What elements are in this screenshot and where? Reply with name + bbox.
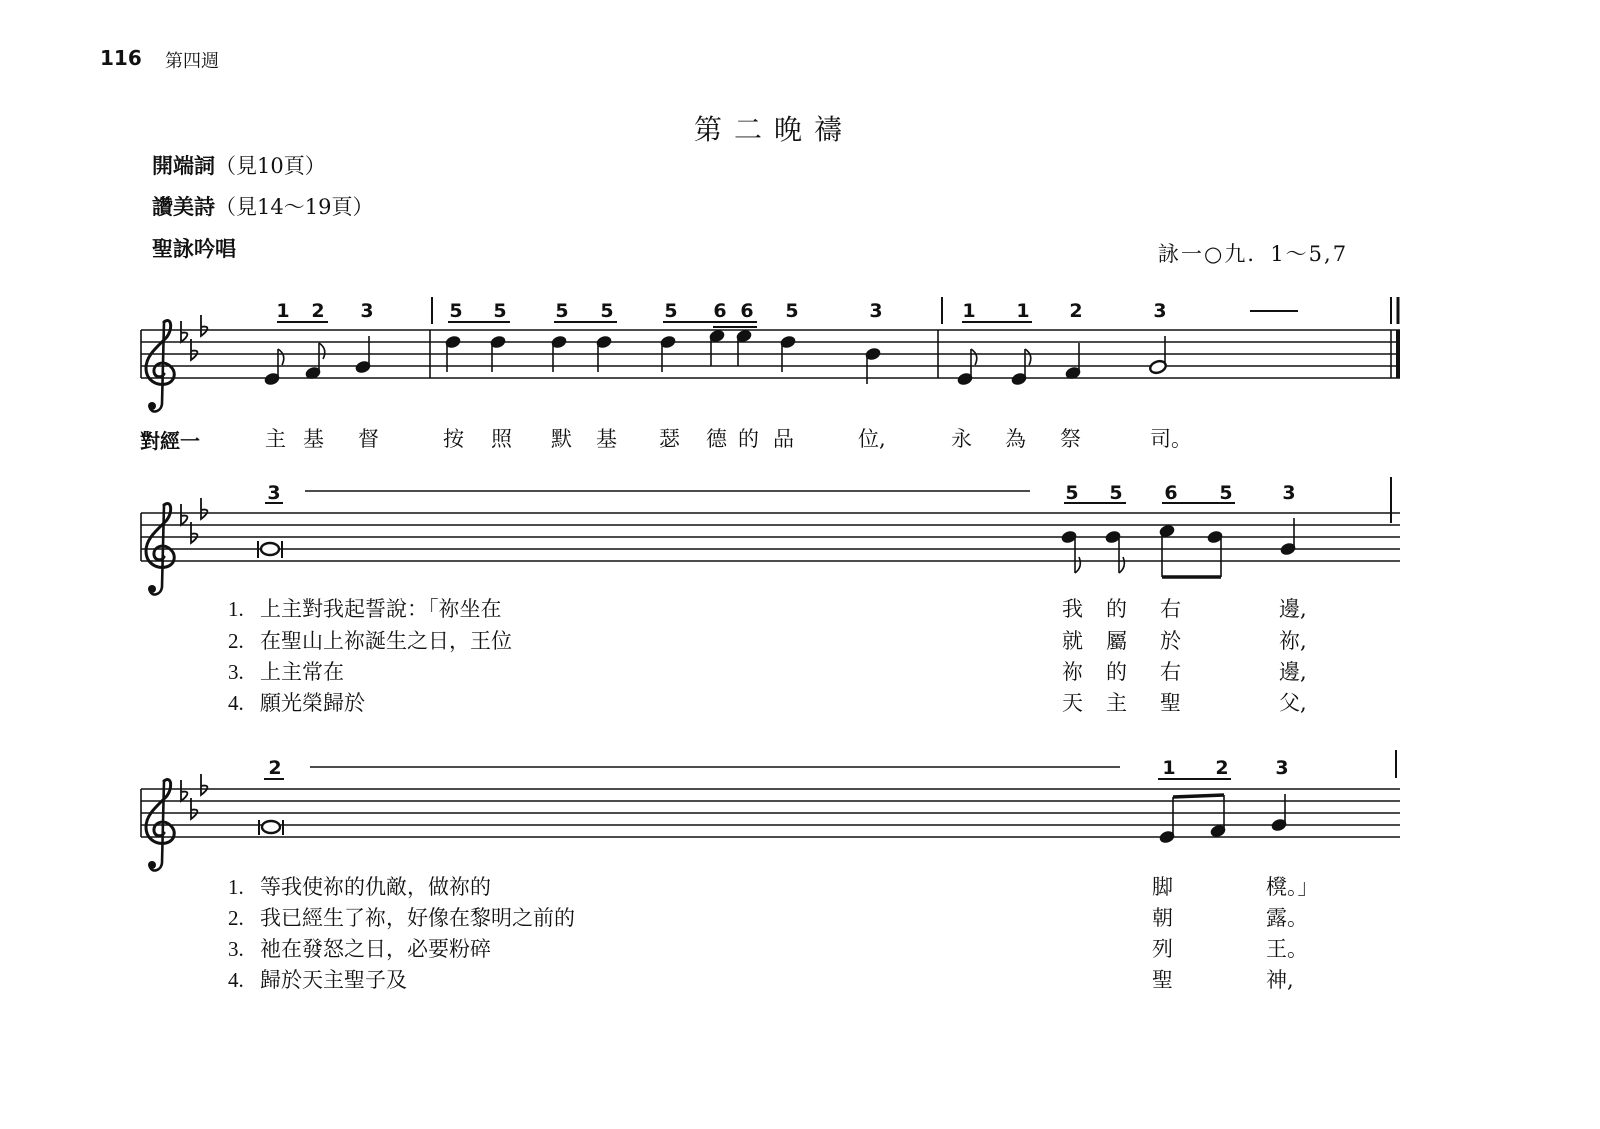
- antiphon-label: 對經一: [140, 429, 200, 453]
- verse-text: 歸於天主聖子及: [260, 968, 407, 992]
- lyric-syllable: 為: [1005, 427, 1026, 451]
- verse-end-syllable: 聖: [1160, 691, 1181, 715]
- lyric-syllable: 基: [303, 427, 324, 451]
- s3-num: 2: [268, 757, 282, 779]
- lyric-syllable: 永: [951, 427, 972, 451]
- verse-end-syllable: 朝: [1152, 906, 1173, 930]
- verse-number: 3.: [228, 937, 244, 961]
- lyric-syllable: 主: [265, 427, 286, 451]
- lyric-syllable: 督: [358, 427, 379, 451]
- s1-num: 3: [360, 300, 374, 322]
- verse-text: 祂在發怒之日，必要粉碎: [260, 937, 491, 961]
- flat-icon: [181, 321, 187, 342]
- flat-icon: [201, 315, 207, 336]
- lyric-syllable: 按: [443, 427, 464, 451]
- verse-end-syllable: 櫈。」: [1266, 875, 1319, 899]
- verse-end-syllable: 邊,: [1279, 660, 1307, 684]
- s1-num: 5: [785, 300, 799, 322]
- lyric-syllable: 位,: [858, 427, 886, 451]
- verse-end-syllable: 祢,: [1279, 629, 1307, 653]
- verse-number: 2.: [228, 906, 244, 930]
- verse-text: 上主常在: [260, 660, 344, 684]
- lyric-syllable: 品: [773, 427, 794, 451]
- lyric-syllable: 德: [706, 427, 727, 451]
- verse-end-syllable: 邊,: [1279, 597, 1307, 621]
- verse-end-syllable: 就: [1062, 629, 1083, 653]
- s2-num: 3: [1282, 482, 1296, 504]
- s1-num: 5: [600, 300, 614, 322]
- s1-num: 5: [493, 300, 507, 322]
- hymn-label: 讚美詩: [152, 195, 215, 219]
- s1-num: 5: [555, 300, 569, 322]
- verse-text: 等我使祢的仇敵，做祢的: [260, 875, 491, 899]
- s1-num: 6: [713, 300, 727, 322]
- s1-num: 2: [1069, 300, 1083, 322]
- verse-end-syllable: 父,: [1279, 691, 1307, 715]
- verse-end-syllable: 天: [1062, 691, 1083, 715]
- verse-number: 3.: [228, 660, 244, 684]
- verse-end-syllable: 右: [1160, 660, 1181, 684]
- week-label: 第四週: [165, 51, 219, 72]
- flat-icon: [181, 504, 187, 525]
- verse-end-syllable: 的: [1106, 597, 1127, 621]
- verse-end-syllable: 聖: [1152, 968, 1173, 992]
- s3-num: 2: [1215, 757, 1229, 779]
- lyric-syllable: 祭: [1060, 427, 1081, 451]
- lyric-syllable: 的: [738, 427, 759, 451]
- verse-end-syllable: 右: [1160, 597, 1181, 621]
- flat-icon: [201, 774, 207, 795]
- verse-text: 上主對我起誓說：「祢坐在: [260, 597, 502, 621]
- lyric-syllable: 瑟: [659, 427, 680, 451]
- s2-num: 3: [267, 482, 281, 504]
- verse-number: 1.: [228, 875, 244, 899]
- verse-end-syllable: 列: [1152, 937, 1173, 961]
- psalm-citation: 詠一○九．1～5,7: [1158, 242, 1349, 266]
- s1-num: 6: [740, 300, 754, 322]
- verse-end-syllable: 屬: [1106, 629, 1127, 653]
- verse-end-syllable: 神,: [1266, 968, 1294, 992]
- s2-num: 5: [1109, 482, 1123, 504]
- verse-end-syllable: 主: [1106, 691, 1127, 715]
- staff-3: [141, 750, 1400, 870]
- s1-num: 1: [1016, 300, 1030, 322]
- verse-end-syllable: 的: [1106, 660, 1127, 684]
- hymn-ref: （見14～19頁）: [215, 195, 374, 219]
- verse-end-syllable: 我: [1062, 597, 1083, 621]
- lyric-syllable: 默: [551, 427, 572, 451]
- lyric-syllable: 基: [596, 427, 617, 451]
- lyric-syllable: 司。: [1150, 427, 1192, 451]
- verse-number: 4.: [228, 968, 244, 992]
- staff-2: [141, 477, 1400, 594]
- opening-ref: （見10頁）: [215, 154, 326, 178]
- s1-num: 1: [962, 300, 976, 322]
- verse-end-syllable: 王。: [1266, 937, 1308, 961]
- opening-label: 開端詞: [152, 154, 215, 178]
- verse-end-syllable: 露。: [1266, 906, 1308, 930]
- page-number: 116: [100, 46, 142, 70]
- psalmody-label: 聖詠吟唱: [152, 237, 236, 261]
- s3-num: 1: [1162, 757, 1176, 779]
- verse-end-syllable: 脚: [1152, 875, 1173, 899]
- s2-num: 6: [1164, 482, 1178, 504]
- page-title: 第二晚禱: [694, 113, 855, 146]
- verse-text: 在聖山上祢誕生之日，王位: [260, 629, 512, 653]
- verse-end-syllable: 於: [1160, 629, 1181, 653]
- s2-num: 5: [1065, 482, 1079, 504]
- s1-num: 5: [664, 300, 678, 322]
- verse-text: 我已經生了祢，好像在黎明之前的: [260, 906, 575, 930]
- lyric-syllable: 照: [491, 427, 512, 451]
- s1-num: 5: [449, 300, 463, 322]
- verse-text: 願光榮歸於: [260, 691, 365, 715]
- s3-num: 3: [1275, 757, 1289, 779]
- s1-num: 3: [1153, 300, 1167, 322]
- verse-number: 2.: [228, 629, 244, 653]
- flat-icon: [201, 498, 207, 519]
- s1-num: 1: [276, 300, 290, 322]
- s1-num: 2: [311, 300, 325, 322]
- verse-number: 4.: [228, 691, 244, 715]
- staff-1: [141, 297, 1400, 411]
- verse-number: 1.: [228, 597, 244, 621]
- verse-end-syllable: 祢: [1062, 660, 1083, 684]
- s2-num: 5: [1219, 482, 1233, 504]
- flat-icon: [181, 780, 187, 801]
- s1-num: 3: [869, 300, 883, 322]
